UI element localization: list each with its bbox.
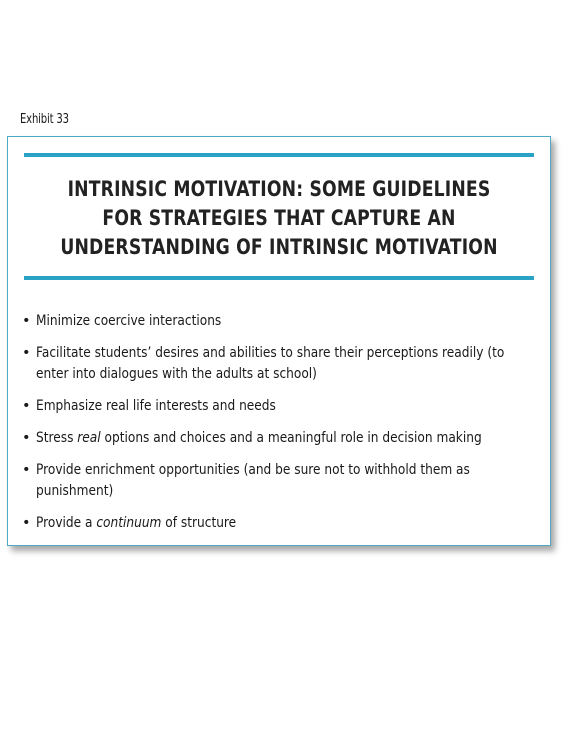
list-item-text: Facilitate students’ desires and abilities to share their perceptions readily (to enter into dialogues with the adults at school) bbox=[36, 345, 505, 382]
bullet-glyph: • bbox=[22, 345, 31, 361]
text-segment: Provide a bbox=[36, 515, 97, 531]
list-item bbox=[22, 311, 540, 332]
guidelines-list bbox=[22, 311, 540, 545]
text-segment: of structure bbox=[161, 515, 237, 531]
list-item bbox=[22, 513, 540, 534]
list-item bbox=[22, 428, 540, 449]
list-item-text: Provide enrichment opportunities (and be sure not to withhold them as punishment) bbox=[36, 462, 470, 499]
list-item-text bbox=[36, 513, 540, 534]
text-segment: Stress bbox=[36, 430, 78, 446]
emphasis-text: continuum bbox=[96, 515, 162, 531]
bullet-glyph: • bbox=[22, 430, 31, 446]
list-item bbox=[22, 343, 540, 385]
list-item-text: Emphasize real life interests and needs bbox=[36, 398, 276, 414]
list-item bbox=[22, 460, 540, 502]
list-item bbox=[22, 396, 540, 417]
bottom-accent-rule bbox=[24, 276, 534, 280]
emphasis-text: real bbox=[77, 430, 101, 446]
bullet-glyph: • bbox=[22, 515, 31, 531]
bullet-glyph: • bbox=[22, 398, 31, 414]
top-accent-rule bbox=[24, 153, 534, 157]
exhibit-label: Exhibit 33 bbox=[20, 112, 69, 127]
title-line-1: INTRINSIC MOTIVATION: SOME GUIDELINES bbox=[67, 177, 491, 201]
list-item-text bbox=[36, 428, 540, 449]
list-item-text: Minimize coercive interactions bbox=[36, 313, 222, 329]
text-segment: options and choices and a meaningful role in decision making bbox=[100, 430, 482, 446]
exhibit-card bbox=[7, 136, 551, 546]
bullet-glyph: • bbox=[22, 313, 31, 329]
title-line-2: FOR STRATEGIES THAT CAPTURE AN bbox=[102, 206, 456, 230]
bullet-glyph: • bbox=[22, 462, 31, 478]
exhibit-title bbox=[8, 175, 550, 262]
title-line-3: UNDERSTANDING OF INTRINSIC MOTIVATION bbox=[60, 235, 498, 259]
